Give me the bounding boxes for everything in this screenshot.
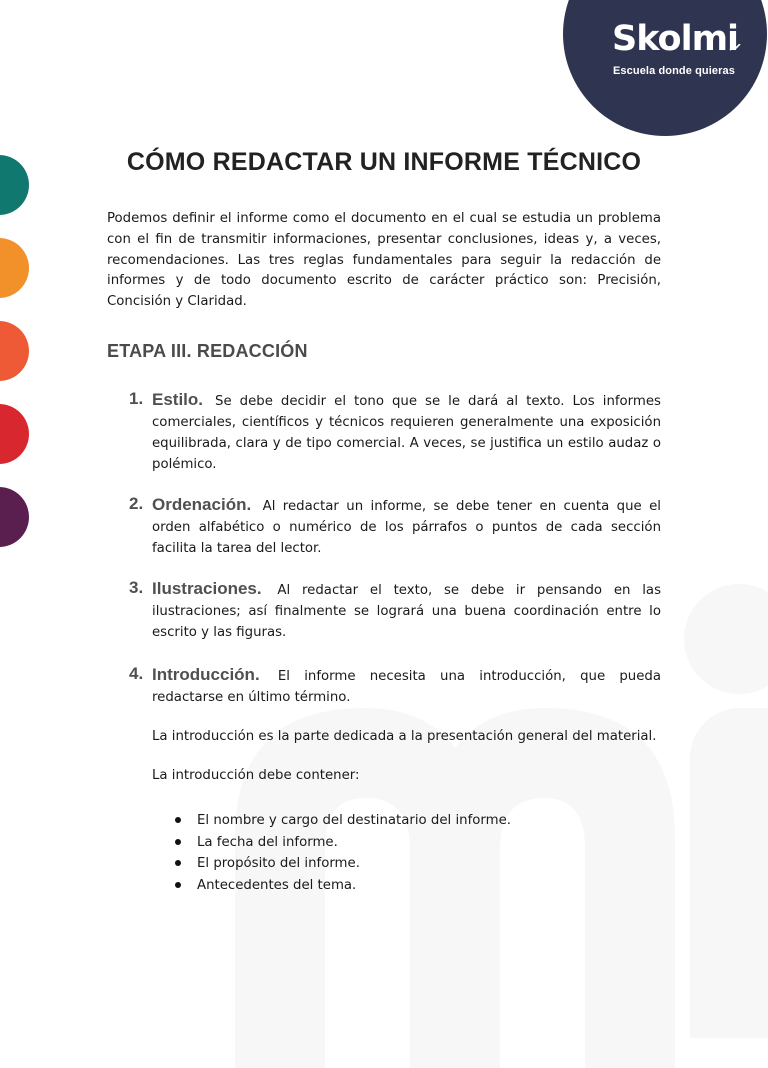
step-text: Al redactar un informe, se debe tener en cuenta que el orden alfabético o numérico de los párrafos o puntos de cada sección facilita la tarea del lector. bbox=[152, 499, 661, 556]
list-item: La fecha del informe. bbox=[152, 832, 511, 854]
step-number: 3. bbox=[129, 578, 144, 597]
step-text: El informe necesita una introducción, que pueda redactarse en último término. bbox=[152, 669, 661, 705]
step-title: Ilustraciones. bbox=[152, 579, 262, 598]
section-heading: ETAPA III. REDACCIÓN bbox=[107, 341, 308, 361]
bullet-icon bbox=[175, 860, 181, 866]
step-title: Introducción. bbox=[152, 665, 260, 684]
logo-check-icon bbox=[729, 44, 741, 54]
list-item: Antecedentes del tema. bbox=[152, 875, 511, 897]
logo-tagline: Escuela donde quieras bbox=[613, 65, 735, 77]
step-title: Estilo. bbox=[152, 390, 204, 409]
step-item bbox=[152, 664, 661, 708]
intro-contents-label: La introducción debe contener: bbox=[152, 768, 360, 783]
logo-wordmark: Skolmi bbox=[612, 19, 739, 59]
step-number: 1. bbox=[129, 389, 144, 408]
intro-definition: La introducción es la parte dedicada a la presentación general del material. bbox=[152, 729, 657, 744]
step-item bbox=[152, 494, 661, 559]
bullet-icon bbox=[175, 882, 181, 888]
step-number: 2. bbox=[129, 494, 144, 513]
step-text: Se debe decidir el tono que se le dará al texto. Los informes comerciales, científicos y técnicos requieren generalmente una exposición equilibrada, clara y de tipo comercial. A veces, se justifica un estilo audaz o polémico. bbox=[152, 394, 661, 472]
step-number: 4. bbox=[129, 664, 144, 683]
step-title: Ordenación. bbox=[152, 495, 252, 514]
intro-contents-list bbox=[152, 810, 511, 896]
bullet-icon bbox=[175, 839, 181, 845]
step-item bbox=[152, 389, 661, 475]
list-item: El propósito del informe. bbox=[152, 853, 511, 875]
list-item: El nombre y cargo del destinatario del informe. bbox=[152, 810, 511, 832]
bullet-icon bbox=[175, 817, 181, 823]
intro-paragraph: Podemos definir el informe como el documento en el cual se estudia un problema con el fin de transmitir informaciones, presentar conclusiones, ideas y, a veces, recomendaciones. Las tres reglas fundamentales para seguir la redacción de informes y de todo documento escrito de carácter práctico son: Precisión, Concisión y Claridad. bbox=[107, 211, 661, 310]
page-title: CÓMO REDACTAR UN INFORME TÉCNICO bbox=[126, 148, 642, 176]
step-item bbox=[152, 578, 661, 643]
step-text: Al redactar el texto, se debe ir pensando en las ilustraciones; así finalmente se logrará una buena coordinación entre lo escrito y las figuras. bbox=[152, 583, 661, 640]
